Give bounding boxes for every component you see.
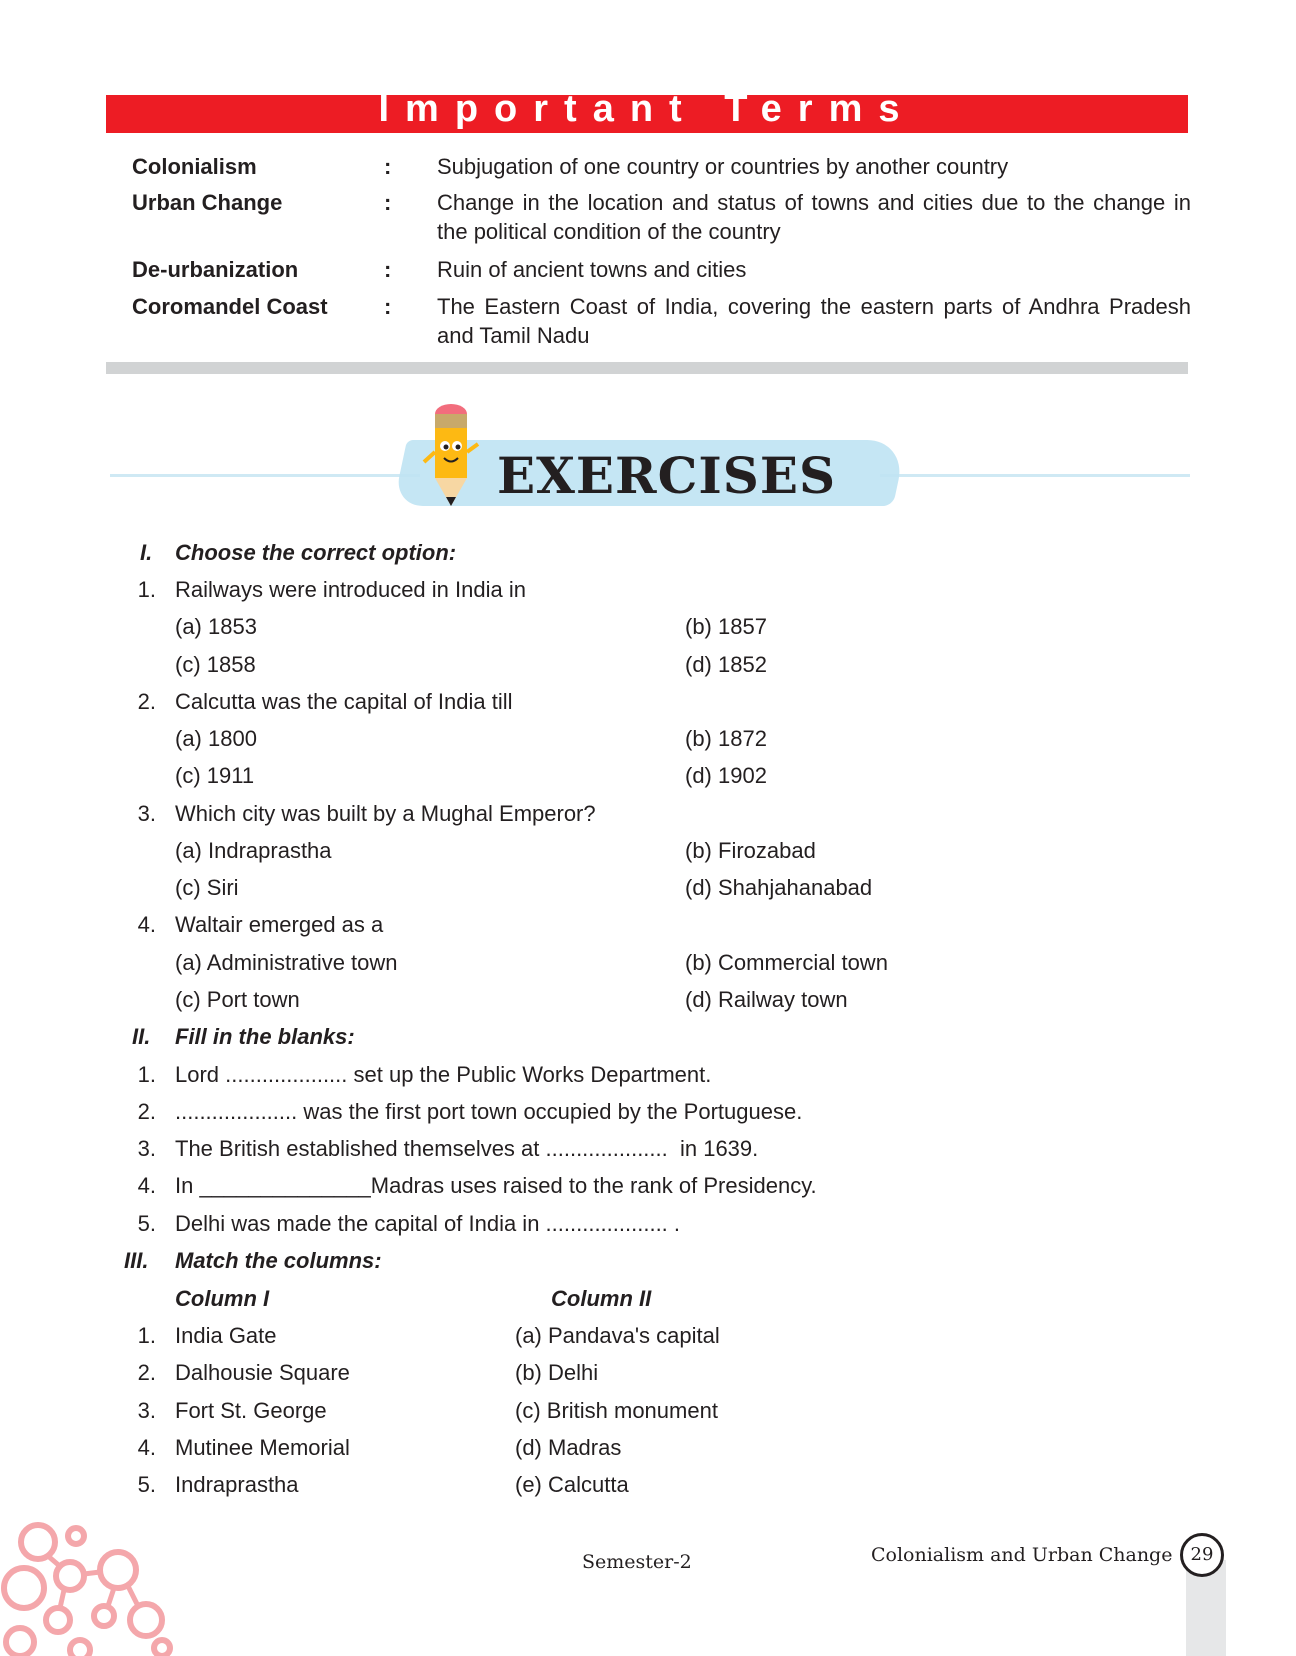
option: (b) Firozabad xyxy=(685,838,816,863)
match-left: Dalhousie Square xyxy=(175,1360,350,1385)
footer-chapter: Colonialism and Urban Change xyxy=(871,1544,1173,1566)
match-left: Fort St. George xyxy=(175,1398,327,1423)
question-number: 2. xyxy=(137,689,156,714)
match-number: 1. xyxy=(137,1323,156,1348)
option: (a) 1800 xyxy=(175,726,257,751)
option: (a) Administrative town xyxy=(175,950,398,975)
term-colonialism: Colonialism xyxy=(132,154,257,179)
option: (c) 1858 xyxy=(175,652,256,677)
option: (c) Port town xyxy=(175,987,300,1012)
section-numeral: II. xyxy=(132,1024,151,1049)
blank-number: 5. xyxy=(137,1211,156,1236)
match-right: (b) Delhi xyxy=(515,1360,599,1385)
question-text: Railways were introduced in India in xyxy=(175,577,526,602)
match-number: 2. xyxy=(137,1360,156,1385)
blank-text: Lord .................... set up the Public Works Department. xyxy=(175,1062,712,1087)
term-colon: : xyxy=(384,257,392,282)
term-coromandel-coast: Coromandel Coast xyxy=(132,294,328,319)
exercises-title: EXERCISES xyxy=(497,446,837,505)
match-number: 5. xyxy=(137,1472,156,1497)
match-number: 4. xyxy=(137,1435,156,1460)
term-de-urbanization: De-urbanization xyxy=(132,257,299,282)
match-left: Mutinee Memorial xyxy=(175,1435,350,1460)
blank-number: 1. xyxy=(137,1062,156,1087)
term-definition: Subjugation of one country or countries by another country xyxy=(437,154,1009,179)
pencil-mascot-icon xyxy=(418,402,488,510)
blank-text: In ______________Madras uses raised to the rank of Presidency. xyxy=(175,1173,817,1198)
question-text: Which city was built by a Mughal Emperor? xyxy=(175,801,596,826)
match-number: 3. xyxy=(137,1398,156,1423)
option: (d) 1902 xyxy=(685,763,767,788)
exercises-rule-right xyxy=(880,474,1190,477)
match-right: (d) Madras xyxy=(515,1435,622,1460)
question-text: Waltair emerged as a xyxy=(175,912,384,937)
term-colon: : xyxy=(384,190,392,215)
match-right: (a) Pandava's capital xyxy=(515,1323,720,1348)
option: (b) Commercial town xyxy=(685,950,888,975)
section-numeral: III. xyxy=(124,1248,149,1273)
option: (a) Indraprastha xyxy=(175,838,332,863)
blank-text: .................... was the first port town occupied by the Portuguese. xyxy=(175,1099,803,1124)
section-title: Choose the correct option: xyxy=(175,540,457,565)
blank-text: Delhi was made the capital of India in .................... . xyxy=(175,1211,681,1236)
section-title: Match the columns: xyxy=(175,1248,382,1273)
page-number: 29 xyxy=(1180,1533,1224,1577)
blank-number: 4. xyxy=(137,1173,156,1198)
section-numeral: I. xyxy=(140,540,153,565)
question-number: 4. xyxy=(137,912,156,937)
terms-title: Important Terms xyxy=(378,88,916,130)
blank-number: 3. xyxy=(137,1136,156,1161)
section-title: Fill in the blanks: xyxy=(175,1024,355,1049)
term-colon: : xyxy=(384,154,392,179)
exercises-rule-left xyxy=(110,474,420,477)
option: (b) 1857 xyxy=(685,614,767,639)
question-number: 1. xyxy=(137,577,156,602)
term-urban-change: Urban Change xyxy=(132,190,283,215)
option: (c) 1911 xyxy=(175,763,255,788)
option: (d) Railway town xyxy=(685,987,848,1012)
option: (a) 1853 xyxy=(175,614,257,639)
option: (d) Shahjahanabad xyxy=(685,875,873,900)
decorative-circles-icon xyxy=(0,1520,180,1656)
match-left: India Gate xyxy=(175,1323,277,1348)
option: (d) 1852 xyxy=(685,652,767,677)
match-right: (c) British monument xyxy=(515,1398,718,1423)
question-number: 3. xyxy=(137,801,156,826)
option: (b) 1872 xyxy=(685,726,767,751)
term-colon: : xyxy=(384,294,392,319)
match-left: Indraprastha xyxy=(175,1472,299,1497)
footer-semester: Semester-2 xyxy=(582,1551,692,1573)
option: (c) Siri xyxy=(175,875,239,900)
column-header-2: Column II xyxy=(551,1286,652,1311)
terms-divider xyxy=(106,362,1188,374)
blank-number: 2. xyxy=(137,1099,156,1124)
term-definition: The Eastern Coast of India, covering the eastern parts of Andhra Pradesh and Tamil Nadu xyxy=(437,294,1191,348)
blank-text: The British established themselves at .................... in 1639. xyxy=(175,1136,759,1161)
question-text: Calcutta was the capital of India till xyxy=(175,689,513,714)
term-definition: Change in the location and status of towns and cities due to the change in the political condition of the country xyxy=(437,190,1191,244)
term-definition: Ruin of ancient towns and cities xyxy=(437,257,747,282)
column-header-1: Column I xyxy=(175,1286,270,1311)
match-right: (e) Calcutta xyxy=(515,1472,629,1497)
